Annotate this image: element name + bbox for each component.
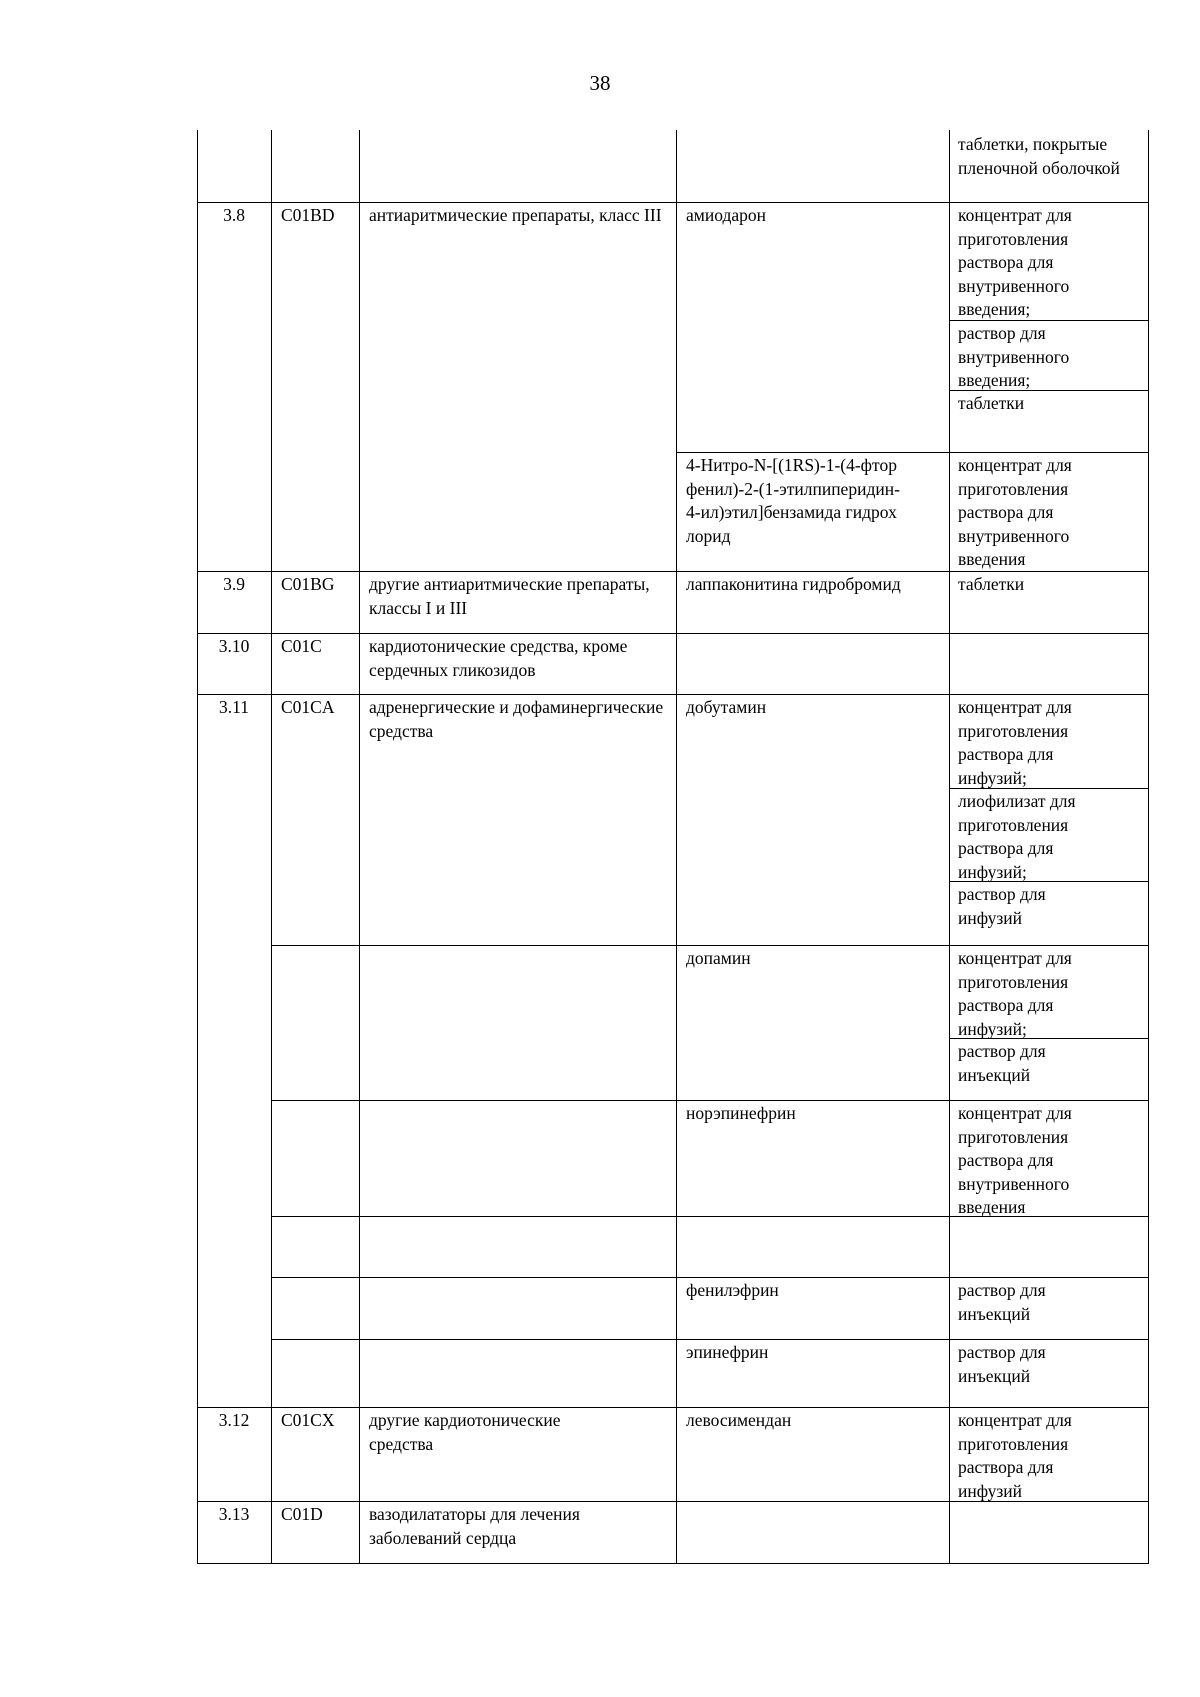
drug-name-cell: норэпинефрин: [686, 1103, 796, 1123]
page-number: 38: [589, 71, 611, 95]
subrow-divider: [271, 945, 1149, 946]
column-divider: [676, 130, 677, 1564]
drug-name-cell: амиодарон: [686, 205, 766, 225]
form-cell: раствор для инъекций: [958, 1041, 1046, 1085]
atc-code-cell: C01CX: [281, 1410, 335, 1430]
subrow-divider: [271, 1277, 1149, 1278]
drug-name-cell: лаппаконитина гидробромид: [686, 574, 901, 594]
row-divider: [197, 694, 1149, 695]
group-cell: кардиотонические средства, кроме сердечных гликозидов: [369, 636, 628, 680]
form-cell: раствор для инъекций: [958, 1342, 1046, 1386]
form-cell: концентрат для приготовления раствора для инфузий;: [958, 697, 1072, 788]
group-cell: вазодилататоры для лечения заболеваний сердца: [369, 1504, 580, 1548]
row-divider: [197, 202, 1149, 203]
row-number-cell: 3.12: [218, 1410, 250, 1430]
drug-name-cell: левосимендан: [686, 1410, 792, 1430]
table-border-bottom: [197, 1563, 1149, 1564]
row-number-cell: 3.10: [218, 636, 250, 656]
form-cell: концентрат для приготовления раствора для внутривенного введения: [958, 455, 1072, 569]
atc-code-cell: C01C: [281, 636, 322, 656]
drug-name-cell: фенилэфрин: [686, 1280, 779, 1300]
drug-name-cell: 4-Нитро-N-[(1RS)-1-(4-фторфенил)-2-(1-этилпиперидин-4-ил)этил]бензамида гидрохлорид: [686, 455, 900, 546]
atc-code-cell: C01CA: [281, 697, 335, 717]
drug-divider: [676, 452, 1149, 453]
atc-code-cell: C01D: [281, 1504, 323, 1524]
row-divider: [197, 1407, 1149, 1408]
atc-code-cell: C01BG: [281, 574, 335, 594]
form-cell: концентрат для приготовления раствора для инфузий: [958, 1410, 1072, 1501]
column-divider: [359, 130, 360, 1564]
table-border-left: [197, 130, 198, 1564]
form-cell: раствор для внутривенного введения;: [958, 323, 1070, 390]
drug-name-cell: добутамин: [686, 697, 767, 717]
drug-name-cell: допамин: [686, 948, 751, 968]
row-number-cell: 3.13: [218, 1504, 250, 1524]
form-cell: концентрат для приготовления раствора для внутривенного введения;: [958, 205, 1072, 319]
group-cell: антиаритмические препараты, класс III: [369, 205, 662, 225]
column-divider: [949, 130, 950, 1564]
row-number-cell: 3.8: [223, 205, 245, 225]
form-cell: лиофилизат для приготовления раствора для инфузий;: [958, 791, 1076, 882]
form-cell: таблетки: [958, 574, 1025, 594]
form-cell: раствор для инфузий: [958, 884, 1046, 928]
atc-code-cell: C01BD: [281, 205, 335, 225]
drug-table: [197, 130, 1149, 1564]
drug-name-cell: эпинефрин: [686, 1342, 769, 1362]
row-number-cell: 3.11: [219, 697, 249, 717]
form-cell: концентрат для приготовления раствора для внутривенного введения: [958, 1103, 1072, 1217]
table-border-right: [1148, 130, 1149, 1564]
form-cell: таблетки: [958, 393, 1025, 413]
subrow-divider: [271, 1100, 1149, 1101]
form-cell: таблетки, покрытые пленочной оболочкой: [958, 134, 1120, 178]
subrow-divider: [271, 1339, 1149, 1340]
row-number-cell: 3.9: [223, 574, 245, 594]
row-divider: [197, 633, 1149, 634]
group-cell: адренергические и дофаминергические средства: [369, 697, 664, 741]
column-divider: [271, 130, 272, 1564]
form-cell: раствор для инъекций: [958, 1280, 1046, 1324]
form-cell: концентрат для приготовления раствора для инфузий;: [958, 948, 1072, 1039]
group-cell: другие кардиотонические средства: [369, 1410, 561, 1454]
group-cell: другие антиаритмические препараты, классы I и III: [369, 574, 650, 618]
